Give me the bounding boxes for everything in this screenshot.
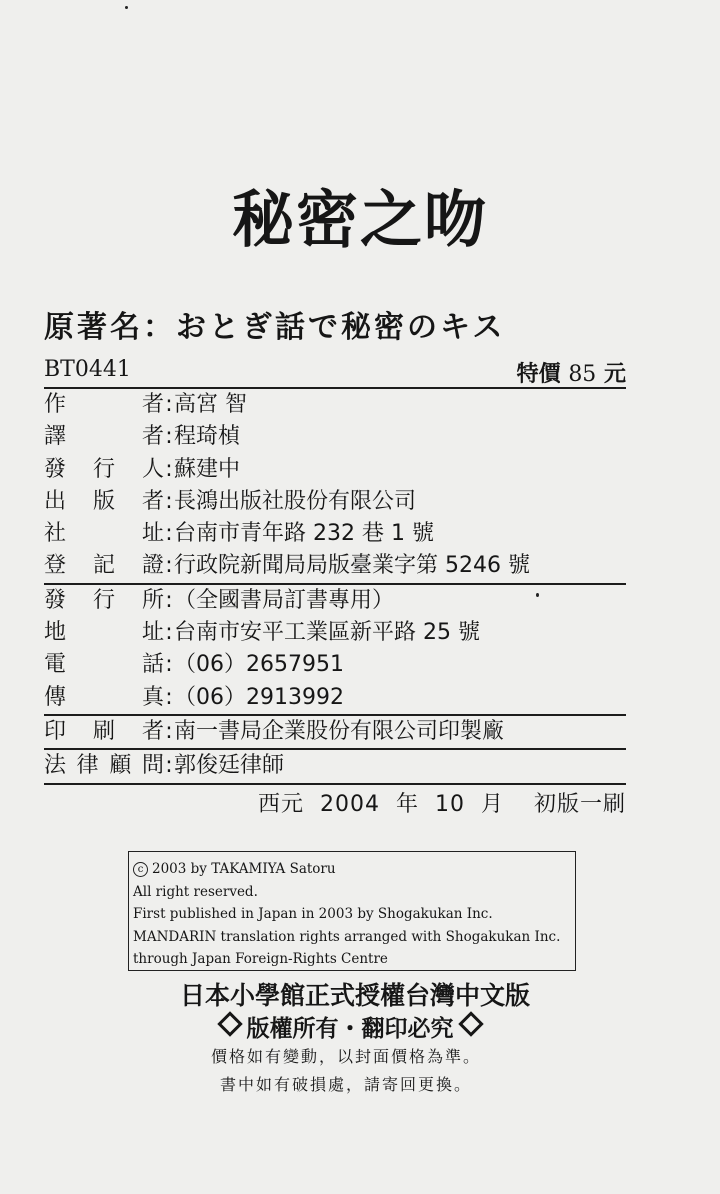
credit-label: 地址 [44, 620, 164, 646]
copyright-holder: 2003 by TAKAMIYA Satoru [152, 861, 336, 877]
diamond-icon [217, 1011, 242, 1036]
credit-colon: : [165, 424, 173, 450]
credit-row-distributor [44, 585, 626, 617]
original-title: 原著名：おとぎ話で秘密のキス [44, 310, 506, 345]
credit-row-legal-counsel [44, 750, 626, 784]
credit-colon: : [165, 587, 173, 613]
credit-row-registration [44, 550, 626, 584]
credit-value: 長鴻出版社股份有限公司 [174, 488, 417, 514]
credit-label: 譯者 [44, 424, 164, 450]
authorization-statement: 日本小學館正式授權台灣中文版 [179, 981, 530, 1010]
copyright-line [133, 858, 571, 881]
edition-printing: 初版一刷 [533, 792, 626, 817]
credit-label: 印刷者 [44, 718, 164, 744]
copyright-box [128, 851, 576, 971]
credit-row-fax [44, 682, 626, 716]
copyright-line: MANDARIN translation rights arranged with Shogakukan Inc. [133, 928, 561, 945]
credit-value: 蘇建中 [174, 456, 241, 482]
credit-value: （06）2913992 [174, 684, 344, 710]
price-change-notice: 價格如有變動，以封面價格為準。 [210, 1047, 481, 1066]
damage-return-notice: 書中如有破損處，請寄回更換。 [219, 1075, 472, 1094]
credit-colon: : [165, 553, 173, 579]
price-label: 特價 [516, 362, 561, 387]
credit-row-printer [44, 716, 626, 750]
edition-year-unit: 年 [395, 792, 419, 817]
book-title: 秘密之吻 [231, 183, 488, 256]
credit-colon: : [165, 392, 173, 417]
edition-month: 10 [434, 792, 465, 817]
credit-value: 高宮 智 [174, 392, 247, 417]
credit-value: 台南市安平工業區新平路 25 號 [174, 620, 480, 646]
credit-label: 電話 [44, 652, 164, 678]
credit-label: 社址 [44, 521, 164, 547]
credit-colon: : [165, 456, 173, 482]
special-price [517, 357, 626, 388]
credit-row-address [44, 617, 626, 649]
credit-value: 程琦楨 [174, 424, 241, 450]
credit-colon: : [165, 718, 173, 744]
edition-year: 2004 [319, 792, 380, 817]
credit-colon: : [165, 488, 173, 514]
book-code: BT0441 [44, 357, 131, 382]
credit-label: 法律顧問 [44, 753, 164, 779]
code-price-row [44, 355, 626, 389]
credit-row-publisher [44, 486, 626, 518]
copyright-line: through Japan Foreign-Rights Centre [133, 951, 388, 967]
credit-label: 出版者 [44, 488, 164, 514]
credit-colon: : [165, 753, 173, 779]
rights-text: 版權所有・翻印必究 [246, 1016, 454, 1042]
paper-speck [125, 6, 128, 9]
diamond-icon [458, 1011, 483, 1036]
credit-value: 行政院新聞局局版臺業字第 5246 號 [174, 553, 530, 579]
credit-row-phone [44, 649, 626, 681]
edition-era: 西元 [257, 792, 304, 817]
credit-row-author [44, 389, 626, 421]
credit-value: 南一書局企業股份有限公司印製廠 [174, 718, 505, 744]
credit-colon: : [165, 684, 173, 710]
credit-label: 發行所 [44, 587, 164, 613]
credit-value: 台南市青年路 232 巷 1 號 [174, 521, 434, 547]
credit-row-publisher-person [44, 454, 626, 486]
credit-label: 發行人 [44, 456, 164, 482]
credit-label: 登記證 [44, 553, 164, 579]
copyright-icon: c [133, 862, 148, 877]
rights-reserved [0, 1010, 700, 1043]
credit-value: （全國書局訂書專用） [174, 587, 395, 613]
price-amount: 85 [568, 362, 597, 387]
credit-label: 作者 [44, 392, 164, 417]
credit-label: 傳真 [44, 684, 164, 710]
copyright-line: All right reserved. [133, 883, 258, 900]
credit-row-office-address [44, 518, 626, 550]
credit-value: 郭俊廷律師 [174, 753, 285, 779]
credit-colon: : [165, 521, 173, 547]
credit-value: （06）2657951 [174, 652, 344, 678]
credit-row-translator [44, 421, 626, 453]
edition-line [258, 787, 626, 818]
price-unit: 元 [603, 362, 626, 387]
edition-month-unit: 月 [480, 792, 504, 817]
credits-table [44, 389, 626, 785]
credit-colon: : [165, 652, 173, 678]
copyright-line: First published in Japan in 2003 by Shogakukan Inc. [133, 906, 493, 922]
credit-colon: : [165, 620, 173, 646]
